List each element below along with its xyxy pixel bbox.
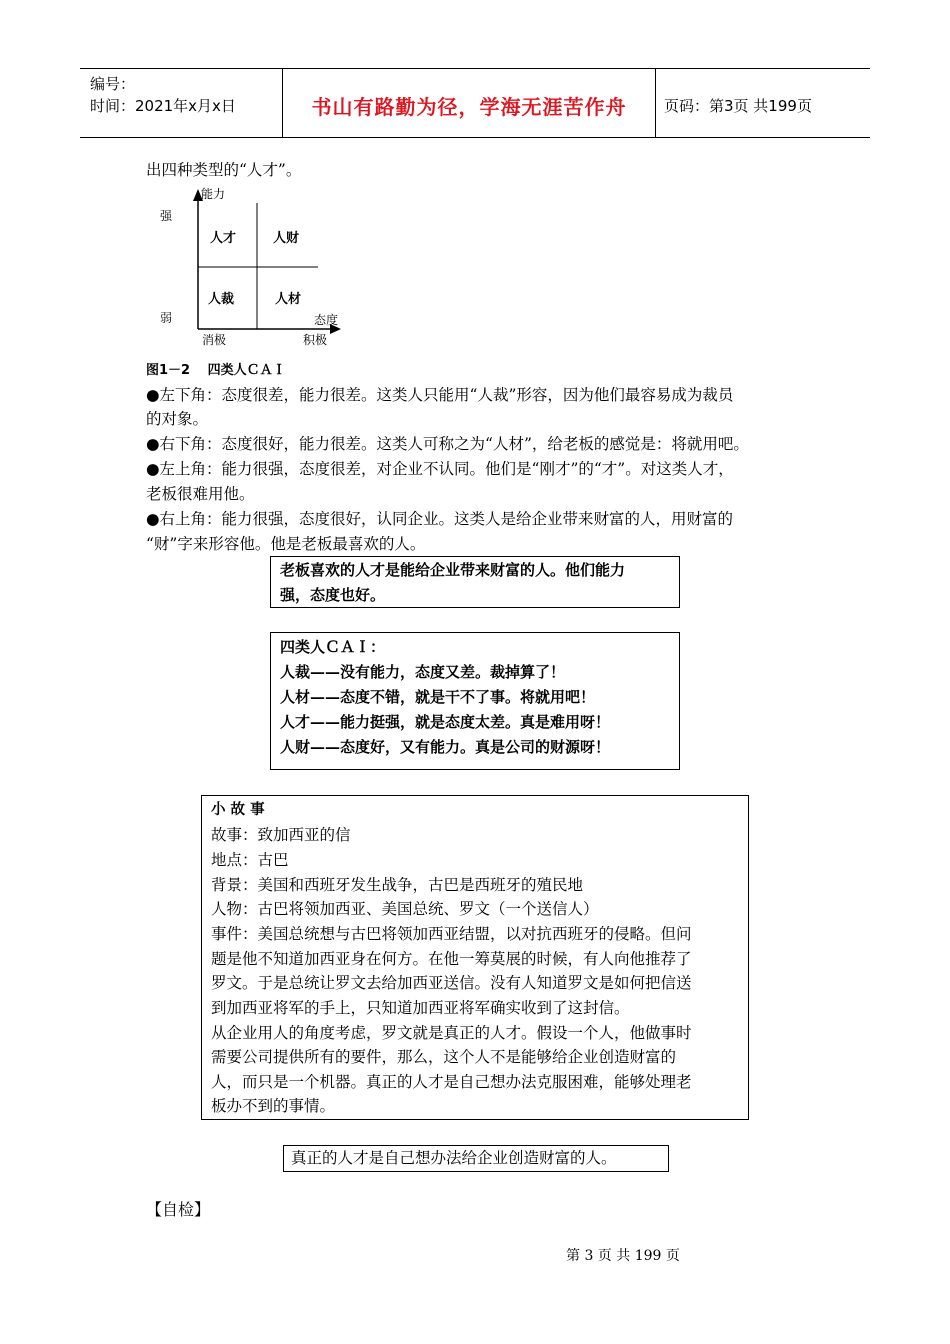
story-line: 需要公司提供所有的要件，那么，这个人不是能够给企业创造财富的 — [211, 1048, 677, 1066]
strong-label: 强 — [160, 209, 173, 223]
story-line: 事件：美国总统想与古巴将领加西亚结盟，以对抗西班牙的侵略。但问 — [211, 925, 692, 943]
date-label: 时间：2021年x月x日 — [90, 97, 236, 115]
bullet-line: ●左上角：能力很强，态度很差，对企业不认同。他们是“刚才”的“才”。对这类人才， — [146, 460, 734, 478]
figure-caption: 图1－2 四类人ＣＡＩ — [146, 363, 286, 378]
story-line: 题是他不知道加西亚身在何方。在他一筹莫展的时候，有人向他推荐了 — [211, 950, 692, 968]
header-motto: 书山有路勤为径，学海无涯苦作舟 — [311, 95, 627, 119]
story-title: 小 故 事 — [211, 802, 265, 818]
page-footer: 第 3 页 共 199 页 — [566, 1248, 680, 1264]
cai-box-title: 四类人ＣＡＩ： — [280, 638, 386, 656]
bullet-line: ●右下角：态度很好，能力很差。这类人可称之为“人材”，给老板的感觉是：将就用吧。 — [146, 435, 749, 453]
bullet-line: ●右上角：能力很强，态度很好，认同企业。这类人是给企业带来财富的人，用财富的 — [146, 510, 734, 528]
story-line: 人物：古巴将领加西亚、美国总统、罗文（一个送信人） — [211, 900, 599, 918]
quadrant-bottom-right: 人材 — [275, 292, 302, 307]
conclusion-box — [283, 1145, 669, 1172]
bullet-line: 的对象。 — [146, 410, 209, 428]
positive-label: 积极 — [303, 333, 328, 347]
highlight-line: 老板喜欢的人才是能给企业带来财富的人。他们能力 — [280, 561, 626, 579]
cai-box-line: 人裁——没有能力，态度又差。裁掉算了！ — [280, 663, 566, 681]
cai-summary-box — [270, 632, 680, 770]
header-motto-cell — [282, 69, 656, 137]
cai-quadrant-diagram — [150, 185, 350, 345]
bullet-line: “财”字来形容他。他是老板最喜欢的人。 — [146, 535, 426, 553]
conclusion-text: 真正的人才是自己想办法给企业创造财富的人。 — [291, 1149, 617, 1167]
number-label: 编号： — [90, 75, 136, 93]
highlight-line: 强，态度也好。 — [280, 586, 386, 604]
story-line: 从企业用人的角度考虑，罗文就是真正的人才。假设一个人，他做事时 — [211, 1024, 692, 1042]
story-line: 到加西亚将军的手上，只知道加西亚将军确实收到了这封信。 — [211, 999, 630, 1017]
weak-label: 弱 — [160, 311, 173, 325]
story-box — [201, 795, 749, 1120]
bullet-line: ●左下角：态度很差，能力很差。这类人只能用“人裁”形容，因为他们最容易成为裁员 — [146, 386, 734, 404]
highlight-box — [270, 556, 680, 608]
quadrant-top-left: 人才 — [210, 231, 237, 246]
cai-box-line: 人才——能力挺强，就是态度太差。真是难用呀！ — [280, 713, 611, 731]
story-line: 故事：致加西亚的信 — [211, 826, 351, 844]
cai-box-line: 人材——态度不错，就是干不了事。将就用吧！ — [280, 688, 596, 706]
header-page-label: 页码：第3页 共199页 — [664, 97, 812, 115]
story-line: 人，而只是一个机器。真正的人才是自己想办法克服困难，能够处理老 — [211, 1073, 692, 1091]
quadrant-bottom-left: 人裁 — [208, 292, 235, 307]
header-page-cell — [654, 69, 870, 137]
x-axis-label: 态度 — [314, 313, 339, 327]
quadrant-top-right: 人财 — [273, 231, 300, 246]
negative-label: 消极 — [202, 333, 227, 347]
story-line: 板办不到的事情。 — [211, 1097, 336, 1115]
story-line: 背景：美国和西班牙发生战争，古巴是西班牙的殖民地 — [211, 876, 584, 894]
self-check-heading: 【自检】 — [146, 1200, 211, 1219]
story-line: 地点：古巴 — [211, 851, 289, 869]
header-info-cell — [80, 69, 282, 137]
bullet-line: 老板很难用他。 — [146, 485, 255, 503]
cai-box-line: 人财——态度好，又有能力。真是公司的财源呀！ — [280, 738, 611, 756]
page-header — [80, 68, 870, 138]
y-axis-label: 能力 — [201, 187, 226, 201]
intro-line: 出四种类型的“人才”。 — [146, 161, 302, 179]
story-line: 罗文。于是总统让罗文去给加西亚送信。没有人知道罗文是如何把信送 — [211, 974, 692, 992]
